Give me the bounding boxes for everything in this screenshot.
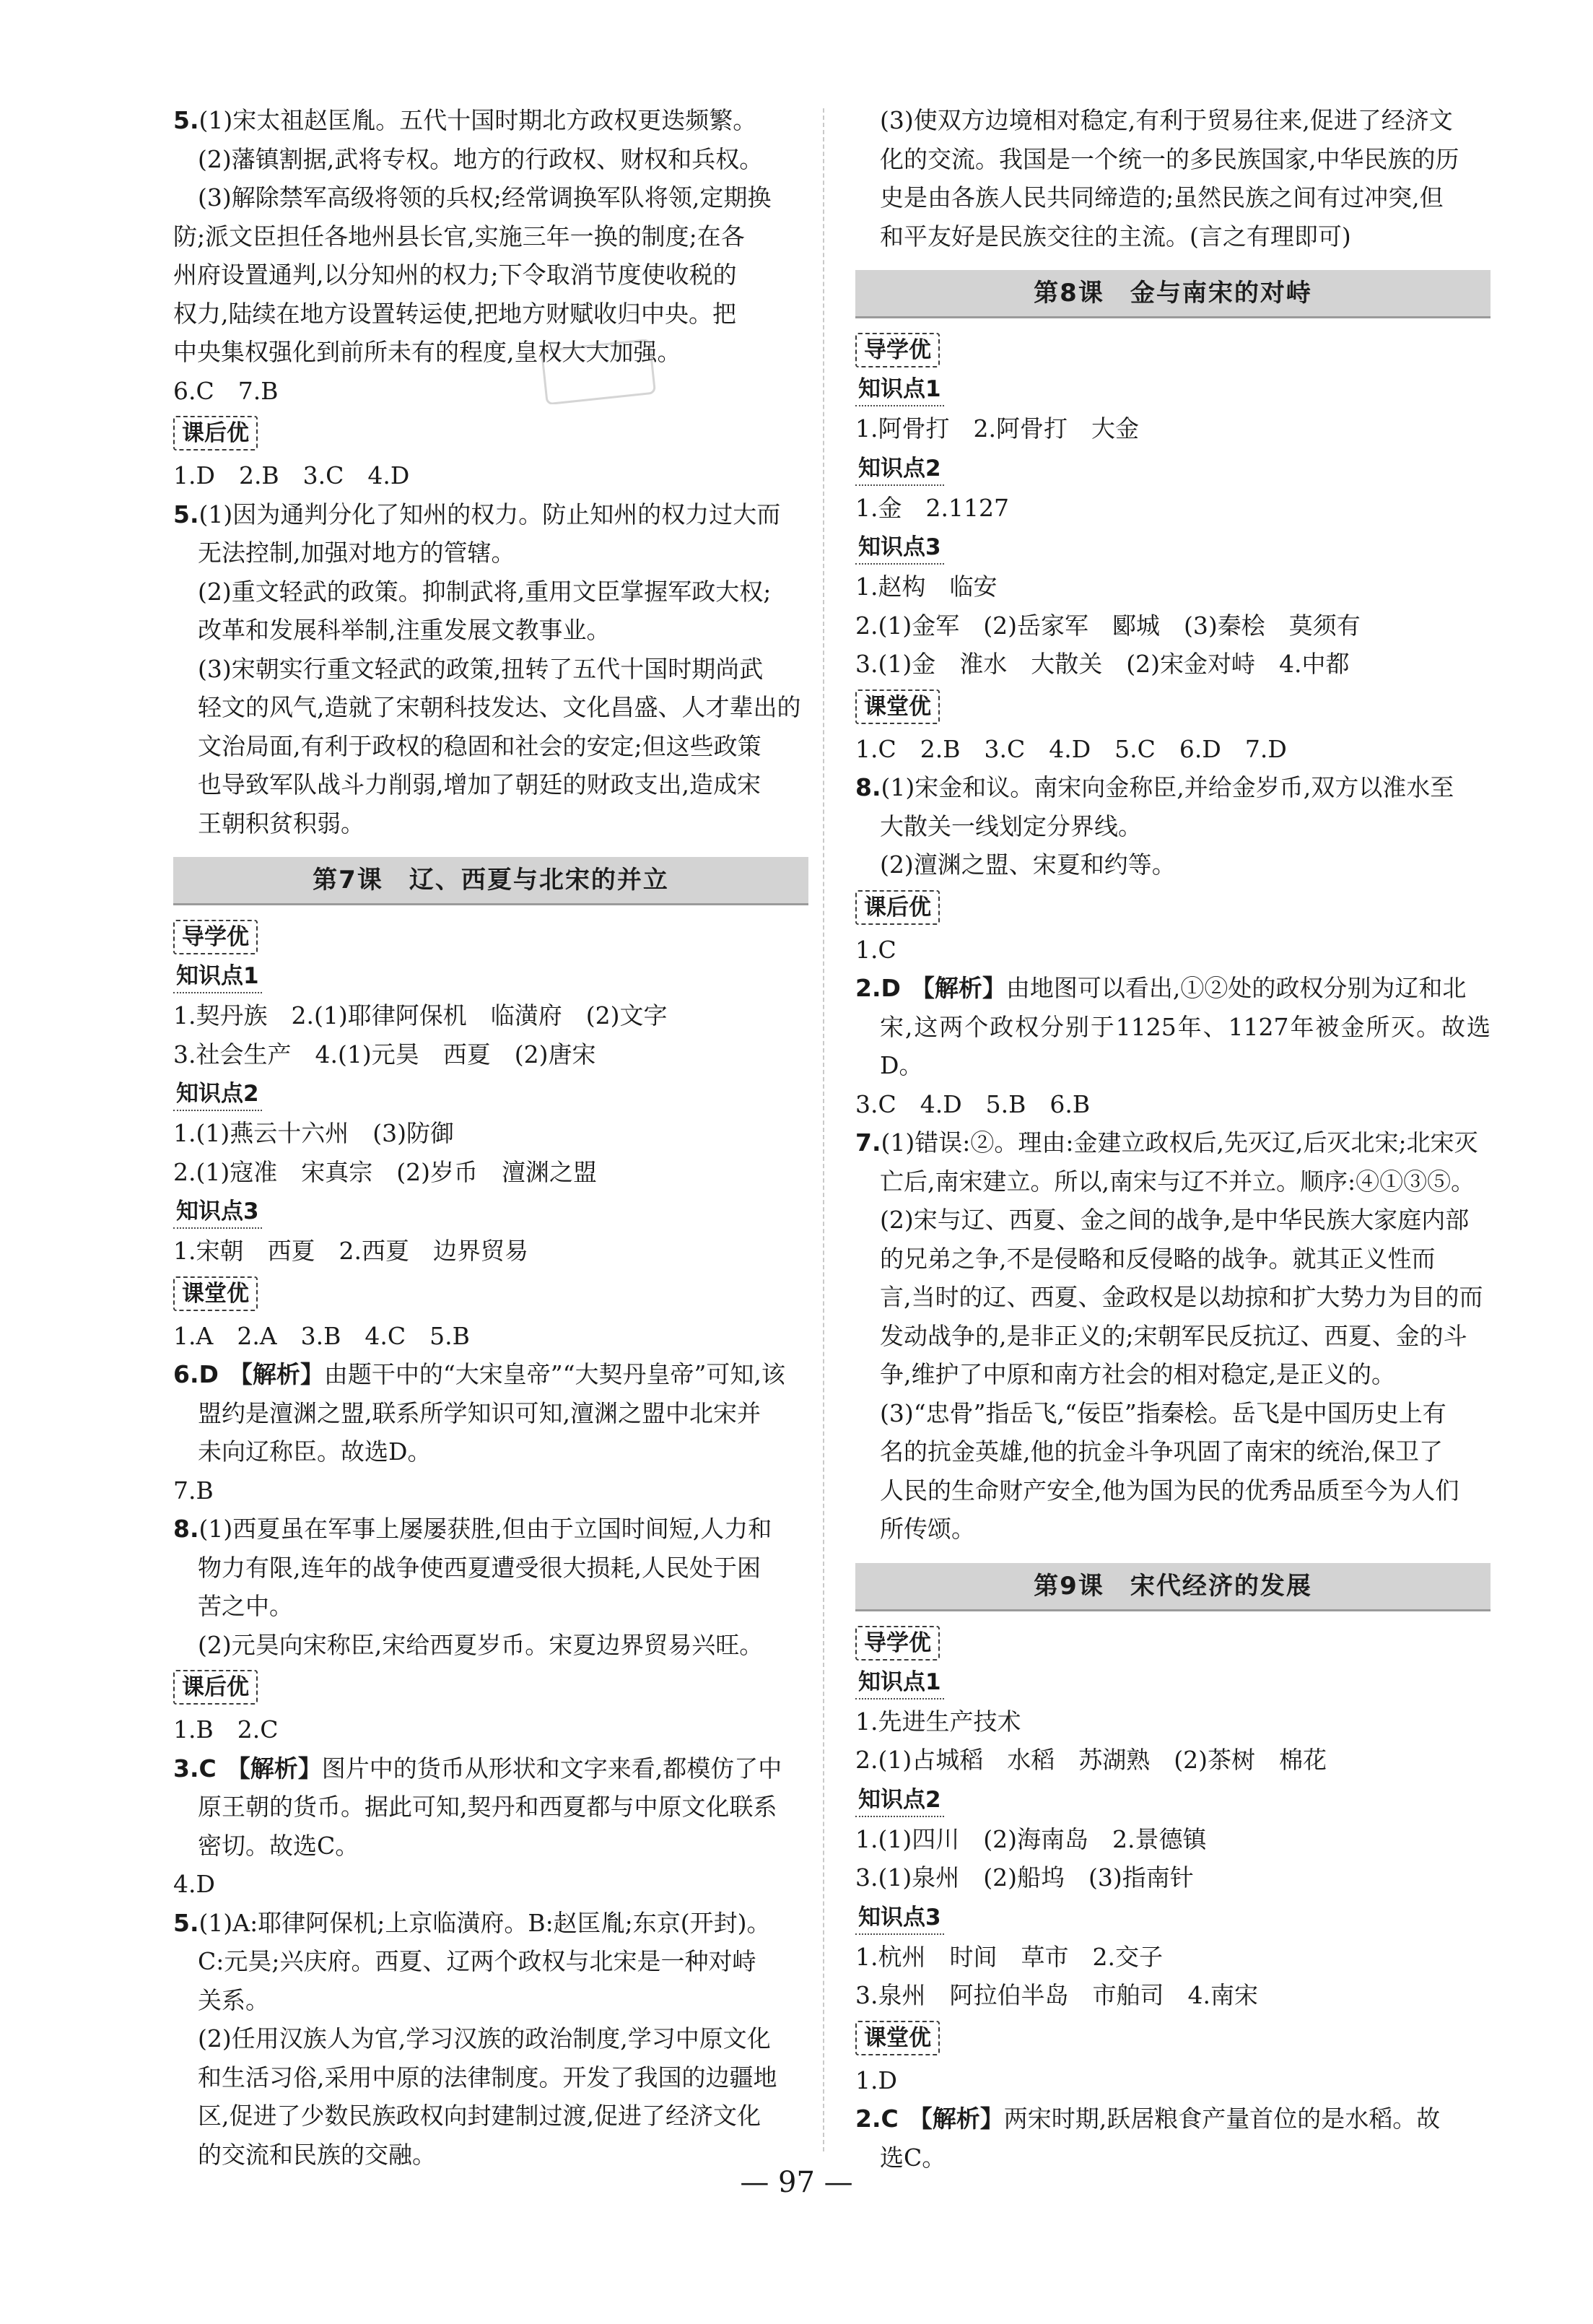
line-text: 史是由各族人民共同缔造的;虽然民族之间有过冲突,但 [880,183,1444,212]
analysis-tag: 【解析】 [228,1360,324,1388]
knowledge-point-label: 知识点3 [855,1902,944,1935]
answer-line [173,1510,808,1549]
answer-line [173,650,808,689]
lesson-header [855,270,1491,318]
answer-line [173,1827,808,1866]
line-text: 1.(1)四川 (2)海南岛 2.景德镇 [855,1824,1207,1853]
line-text: 2.(1)占城稻 水稻 苏湖熟 (2)茶树 棉花 [855,1746,1327,1774]
line-text: 轻文的风气,造就了宋朝科技发达、文化昌盛、人才辈出的 [198,693,801,721]
line-text: 关系。 [198,1985,269,2014]
line-text: 7.B [173,1476,214,1505]
knowledge-point-label: 知识点1 [855,373,944,406]
line-text: 发动战争的,是非正义的;宋朝军民反抗辽、西夏、金的斗 [880,1321,1467,1350]
line-text: 密切。故选C。 [198,1831,359,1860]
answer-line [173,178,808,217]
answer-line [855,2099,1491,2138]
answer-line [855,931,1491,970]
section-tag: 课堂优 [855,2021,940,2055]
question-number: 6. [173,1360,199,1388]
column-divider [823,108,824,2151]
line-text: 1.契丹族 2.(1)耶律阿保机 临潢府 (2)文字 [173,1001,668,1030]
question-number: 5. [173,106,199,134]
line-text: (1)宋太祖赵匡胤。五代十国时期北方政权更迭频繁。 [198,106,757,134]
line-text: (1)因为通判分化了知州的权力。防止知州的权力过大而 [198,500,781,528]
line-text: 州府设置通判,以分知州的权力;下令取消节度使收税的 [173,261,737,289]
analysis-tag: 【解析】 [908,2105,1004,2133]
analysis-tag: 【解析】 [910,974,1006,1002]
line-text: 王朝积贫积弱。 [198,809,365,837]
answer-line [173,1355,808,1394]
faint-stamp-mark [541,339,657,404]
answer-line [173,996,808,1035]
answer-line [855,969,1491,1008]
page-number: — 97 — [740,2166,853,2199]
line-text: 4.D [173,1870,215,1898]
line-text: 亡后,南宋建立。所以,南宋与辽不并立。顺序:④①③⑤。 [880,1167,1475,1196]
line-text: 由题干中的“大宋皇帝”“大契丹皇帝”可知,该 [323,1360,785,1388]
lesson-header [855,1563,1491,1611]
answer-line [173,1471,808,1510]
line-text: (1)西夏虽在军事上屡屡获胜,但由于立国时间短,人力和 [198,1515,772,1543]
section-tag: 导学优 [855,333,940,367]
answer-line [173,256,808,295]
lesson-title: 金与南宋的对峙 [1130,279,1312,308]
line-text: (2)元昊向宋称臣,宋给西夏岁币。宋夏边界贸易兴旺。 [198,1630,764,1659]
line-text: C:元昊;兴庆府。西夏、辽两个政权与北宋是一种对峙 [198,1947,756,1975]
line-text: 言,当时的辽、西夏、金政权是以劫掠和扩大势力为目的而 [880,1283,1483,1311]
answer-line [173,1317,808,1356]
answer-line [173,804,808,843]
answer-line [173,1432,808,1471]
left-column [173,101,808,2174]
line-text: 和生活习俗,采用中原的法律制度。开发了我国的边疆地 [198,2063,777,2092]
answer-line [173,456,808,495]
line-text: 3.C 4.D 5.B 6.B [855,1089,1091,1118]
answer-line [173,1549,808,1588]
line-text: 名的抗金英雄,他的抗金斗争巩固了南宋的统治,保卫了 [880,1437,1443,1466]
answer-line [855,178,1491,217]
lesson-number: 第7课 [313,866,383,895]
answer-line [173,101,808,140]
section-tag: 课后优 [173,1670,258,1705]
line-text: 两宋时期,跃居粮食产量首位的是水稻。故 [1003,2105,1441,2133]
line-text: 选C。 [880,2143,946,2172]
analysis-tag: 【解析】 [226,1754,322,1783]
answer-line [173,2019,808,2058]
answer-line [855,567,1491,606]
answer-line [855,140,1491,179]
line-text: 1.先进生产技术 [855,1707,1021,1736]
section-tag: 课后优 [855,890,940,925]
line-text: 苦之中。 [198,1592,293,1620]
line-text: (2)藩镇割据,武将专权。地方的行政权、财权和兵权。 [198,144,764,173]
line-text: 盟约是澶渊之盟,联系所学知识可知,澶渊之盟中北宋并 [198,1398,761,1427]
answer-line [855,1858,1491,1897]
answer-choice: C [881,2105,899,2133]
line-text: (2)重文轻武的政策。抑制武将,重用文臣掌握军政大权; [198,577,772,606]
answer-line [855,1355,1491,1394]
answer-line [855,1741,1491,1780]
line-text: 和平友好是民族交往的主流。(言之有理即可) [880,222,1351,251]
line-text: (2)宋与辽、西夏、金之间的战争,是中华民族大家庭内部 [880,1206,1470,1234]
line-text: 大散关一线划定分界线。 [880,811,1142,840]
answer-line [855,1240,1491,1279]
knowledge-point-label: 知识点2 [855,1784,944,1817]
section-tag: 课堂优 [173,1276,258,1311]
answer-line [855,1123,1491,1162]
question-number: 2. [855,2105,881,2133]
line-text: 人民的生命财产安全,他为国为民的优秀品质至今为人们 [880,1476,1459,1505]
answer-line [173,573,808,612]
section-tag: 导学优 [855,1626,940,1661]
answer-line [173,217,808,256]
line-text: 1.B 2.C [173,1715,279,1744]
answer-line [855,1278,1491,1317]
line-text: 1.赵构 临安 [855,573,998,601]
answer-line [855,1702,1491,1741]
line-text: 2.(1)寇准 宋真宗 (2)岁币 澶渊之盟 [173,1157,597,1186]
line-text: 3.(1)泉州 (2)船坞 (3)指南针 [855,1863,1194,1892]
answer-line [173,727,808,766]
answer-line [855,2061,1491,2100]
lesson-title: 辽、西夏与北宋的并立 [409,866,669,895]
answer-line [173,1114,808,1153]
section-tag: 课后优 [173,416,258,451]
line-text: 防;派文臣担任各地州县长官,实施三年一换的制度;在各 [173,222,745,251]
knowledge-point-label: 知识点3 [173,1196,262,1229]
line-text: 中央集权强化到前所未有的程度,皇权大大加强。 [173,338,681,366]
answer-line [173,1626,808,1665]
question-number: 5. [173,500,199,528]
line-text: 的兄弟之争,不是侵略和反侵略的战争。就其正义性而 [880,1244,1436,1273]
line-text: 3.社会生产 4.(1)元昊 西夏 (2)唐宋 [173,1040,596,1069]
answer-line [173,495,808,534]
answer-line [855,606,1491,645]
line-text: (2)任用汉族人为官,学习汉族的政治制度,学习中原文化 [198,2024,771,2053]
lesson-number: 第9课 [1034,1571,1104,1601]
section-tag: 课堂优 [855,689,940,724]
question-number: 8. [173,1515,199,1543]
line-text: 由地图可以看出,①②处的政权分别为辽和北 [1005,974,1467,1002]
answer-line [173,1035,808,1074]
answer-line [173,333,808,372]
line-text: 所传颂。 [880,1515,975,1543]
line-text: 1.金 2.1127 [855,493,1009,522]
answer-line [855,1162,1491,1201]
line-text: (3)“忠骨”指岳飞,“佞臣”指秦桧。岳飞是中国历史上有 [880,1398,1446,1427]
line-text: 2.(1)金军 (2)岳家军 郾城 (3)秦桧 莫须有 [855,611,1361,640]
line-text: 原王朝的货币。据此可知,契丹和西夏都与中原文化联系 [198,1793,777,1821]
line-text: 1.阿骨打 2.阿骨打 大金 [855,414,1139,443]
answer-line [173,611,808,650]
answer-line [173,295,808,334]
answer-line [173,1710,808,1749]
answer-line [855,1510,1491,1549]
answer-line [855,1394,1491,1433]
knowledge-point-label: 知识点1 [173,960,262,993]
line-text: 也导致军队战斗力削弱,增加了朝廷的财政支出,造成宋 [198,770,761,798]
knowledge-point-label: 知识点1 [855,1666,944,1700]
question-number: 8. [855,773,881,801]
answer-line [173,1153,808,1192]
section-tag: 导学优 [173,920,258,954]
line-text: 3.(1)金 淮水 大散关 (2)宋金对峙 4.中都 [855,650,1350,678]
answer-choice: C [198,1754,217,1783]
line-text: 1.D [855,2066,897,2094]
answer-line [855,1976,1491,2015]
line-text: 1.A 2.A 3.B 4.C 5.B [173,1321,470,1350]
lesson-title: 宋代经济的发展 [1130,1571,1312,1601]
answer-line [173,1788,808,1827]
line-text: (3)使双方边境相对稳定,有利于贸易往来,促进了经济文 [880,106,1453,134]
answer-line [855,217,1491,256]
question-number: 2. [855,974,881,1002]
line-text: 1.C [855,935,896,964]
answer-line [855,1085,1491,1124]
line-text: 1.C 2.B 3.C 4.D 5.C 6.D 7.D [855,734,1287,763]
lesson-header [173,857,808,905]
answer-line [855,845,1491,884]
answer-line [173,372,808,411]
line-text: 争,维护了中原和南方社会的相对稳定,是正义的。 [880,1360,1395,1388]
knowledge-point-label: 知识点2 [173,1078,262,1111]
line-text: 1.D 2.B 3.C 4.D [173,461,410,489]
answer-line [173,688,808,727]
line-text: 1.宋朝 西夏 2.西夏 边界贸易 [173,1237,528,1265]
answer-line [855,807,1491,846]
line-text: 3.泉州 阿拉伯半岛 市舶司 4.南宋 [855,1981,1258,2009]
answer-line [855,1201,1491,1240]
answer-line [173,1587,808,1626]
answer-line [173,140,808,179]
lesson-number: 第8课 [1034,279,1104,308]
line-text: 文治局面,有利于政权的稳固和社会的安定;但这些政策 [198,731,761,760]
answer-line [855,489,1491,528]
line-text: 未向辽称臣。故选D。 [198,1437,432,1466]
line-text: 化的交流。我国是一个统一的多民族国家,中华民族的历 [880,144,1459,173]
answer-line [173,1942,808,1981]
answer-line [173,1394,808,1433]
line-text: 宋,这两个政权分别于1125年、1127年被金所灭。故选D。 [880,1012,1491,1079]
question-number: 7. [855,1128,881,1157]
answer-line [855,645,1491,684]
answer-line [855,409,1491,448]
line-text: 1.(1)燕云十六州 (3)防御 [173,1119,454,1147]
answer-line [173,1749,808,1788]
answer-line [173,1981,808,2020]
answer-line [855,1820,1491,1859]
line-text: 改革和发展科举制,注重发展文教事业。 [198,616,611,644]
line-text: (3)宋朝实行重文轻武的政策,扭转了五代十国时期尚武 [198,654,764,683]
answer-line [173,534,808,573]
knowledge-point-label: 知识点3 [855,531,944,565]
line-text: 无法控制,加强对地方的管辖。 [198,539,515,567]
answer-line [173,765,808,804]
answer-line [173,2097,808,2136]
answer-line [855,1317,1491,1356]
line-text: 的交流和民族的交融。 [198,2140,436,2169]
answer-line [173,1904,808,1943]
line-text: (3)解除禁军高级将领的兵权;经常调换军队将领,定期换 [198,183,772,212]
answer-line [855,101,1491,140]
line-text: (2)澶渊之盟、宋夏和约等。 [880,850,1176,879]
answer-line [855,1008,1491,1085]
answer-line [173,2058,808,2097]
line-text: 6.C 7.B [173,376,279,405]
answer-line [855,1432,1491,1471]
question-number: 3. [173,1754,199,1783]
answer-line [173,1232,808,1271]
answer-line [855,1471,1491,1510]
answer-line [855,768,1491,807]
line-text: 物力有限,连年的战争使西夏遭受很大损耗,人民处于困 [198,1553,761,1582]
line-text: (1)A:耶律阿保机;上京临潢府。B:赵匡胤;东京(开封)。 [198,1908,771,1937]
line-text: 权力,陆续在地方设置转运使,把地方财赋收归中央。把 [173,299,736,328]
answer-line [855,730,1491,769]
line-text: 1.杭州 时间 草市 2.交子 [855,1942,1163,1971]
answer-line [173,1865,808,1904]
line-text: (1)宋金和议。南宋向金称臣,并给金岁币,双方以淮水至 [881,773,1454,801]
right-column [855,101,1491,2177]
line-text: (1)错误:②。理由:金建立政权后,先灭辽,后灭北宋;北宋灭 [881,1128,1478,1157]
line-text: 图片中的货币从形状和文字来看,都模仿了中 [321,1754,782,1783]
line-text: 区,促进了少数民族政权向封建制过渡,促进了经济文化 [198,2102,761,2130]
answer-choice: D [881,974,901,1002]
answer-choice: D [198,1360,219,1388]
knowledge-point-label: 知识点2 [855,453,944,486]
question-number: 5. [173,1908,199,1937]
answer-line [855,1938,1491,1977]
